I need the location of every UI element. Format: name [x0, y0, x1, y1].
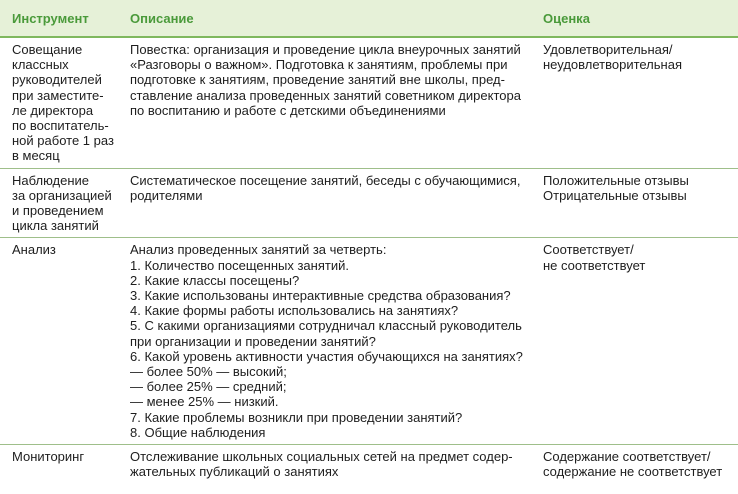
- cell-line: ставление анализа проведенных занятий советником директора: [130, 87, 521, 103]
- cell-line: при организации и проведении занятий?: [130, 333, 376, 349]
- cell-line: по воспитатель-: [12, 118, 109, 134]
- cell-line: 2. Какие классы посещены?: [130, 272, 300, 288]
- cell-description: [118, 168, 531, 238]
- cell-line: за организацией: [12, 187, 112, 203]
- cell-line: Соответствует/: [543, 242, 634, 258]
- cell-line: «Разговоры о важном». Подготовка к занятиям, проблемы при: [130, 57, 508, 73]
- cell-instrument: [0, 445, 118, 484]
- cell-line: — менее 25% — низкий.: [130, 394, 279, 410]
- cell-line: 4. Какие формы работы использовались на занятиях?: [130, 303, 459, 319]
- cell-line: — более 50% — высокий;: [130, 364, 287, 380]
- cell-instrument: [0, 238, 118, 445]
- cell-line: — более 25% — средний;: [130, 379, 287, 395]
- cell-assessment: [531, 238, 738, 445]
- column-header-instrument: Инструмент: [0, 0, 118, 37]
- cell-line: 1. Количество посещенных занятий.: [130, 257, 349, 273]
- cell-line: не соответствует: [543, 257, 646, 273]
- cell-assessment: [531, 168, 738, 238]
- cell-line: Отслеживание школьных социальных сетей на предмет содер-: [130, 449, 513, 465]
- cell-line: при заместите-: [12, 87, 104, 103]
- cell-instrument: [0, 37, 118, 168]
- cell-line: Положительные отзывы: [543, 172, 689, 188]
- cell-description: [118, 445, 531, 484]
- cell-line: 6. Какой уровень активности участия обучающихся на занятиях?: [130, 348, 523, 364]
- cell-line: Систематическое посещение занятий, беседы с обучающимися,: [130, 172, 521, 188]
- table-row: [0, 168, 738, 238]
- column-header-description: Описание: [118, 0, 531, 37]
- cell-line: ле директора: [12, 102, 94, 118]
- cell-line: 3. Какие использованы интерактивные средства образования?: [130, 288, 511, 304]
- cell-line: родителями: [130, 187, 203, 203]
- cell-description: [118, 37, 531, 168]
- cell-description: [118, 238, 531, 445]
- cell-line: руководителей: [12, 72, 102, 88]
- cell-line: Анализ проведенных занятий за четверть:: [130, 242, 387, 258]
- cell-line: Повестка: организация и проведение цикла внеурочных занятий: [130, 42, 521, 57]
- table-row: [0, 37, 738, 168]
- cell-line: Удовлетворительная/: [543, 42, 673, 57]
- column-header-assessment: Оценка: [531, 0, 738, 37]
- cell-line: Совещание: [12, 42, 83, 57]
- cell-line: неудовлетворительная: [543, 57, 682, 73]
- table-row: [0, 445, 738, 484]
- cell-line: 5. С какими организациями сотрудничал классный руководитель: [130, 318, 522, 334]
- cell-line: и проведением: [12, 203, 104, 219]
- cell-line: Наблюдение: [12, 172, 90, 188]
- cell-line: подготовке к занятиям, проведение занятий вне школы, пред-: [130, 72, 505, 88]
- cell-line: Отрицательные отзывы: [543, 187, 687, 203]
- cell-line: цикла занятий: [12, 218, 99, 234]
- cell-line: ной работе 1 раз: [12, 133, 114, 149]
- cell-line: Содержание соответствует/: [543, 449, 711, 465]
- cell-line: классных: [12, 57, 69, 73]
- cell-line: 8. Общие наблюдения: [130, 424, 266, 440]
- cell-line: содержание не соответствует: [543, 464, 723, 480]
- cell-line: по воспитанию и работе с детскими объединениями: [130, 102, 446, 118]
- cell-instrument: [0, 168, 118, 238]
- cell-assessment: [531, 445, 738, 484]
- table-row: [0, 238, 738, 445]
- cell-assessment: [531, 37, 738, 168]
- cell-line: Анализ: [12, 242, 56, 258]
- cell-line: жательных публикаций о занятиях: [130, 464, 339, 480]
- table-header-row: [0, 0, 738, 37]
- cell-line: Мониторинг: [12, 449, 85, 465]
- cell-line: 7. Какие проблемы возникли при проведении занятий?: [130, 409, 463, 425]
- cell-line: в месяц: [12, 148, 60, 164]
